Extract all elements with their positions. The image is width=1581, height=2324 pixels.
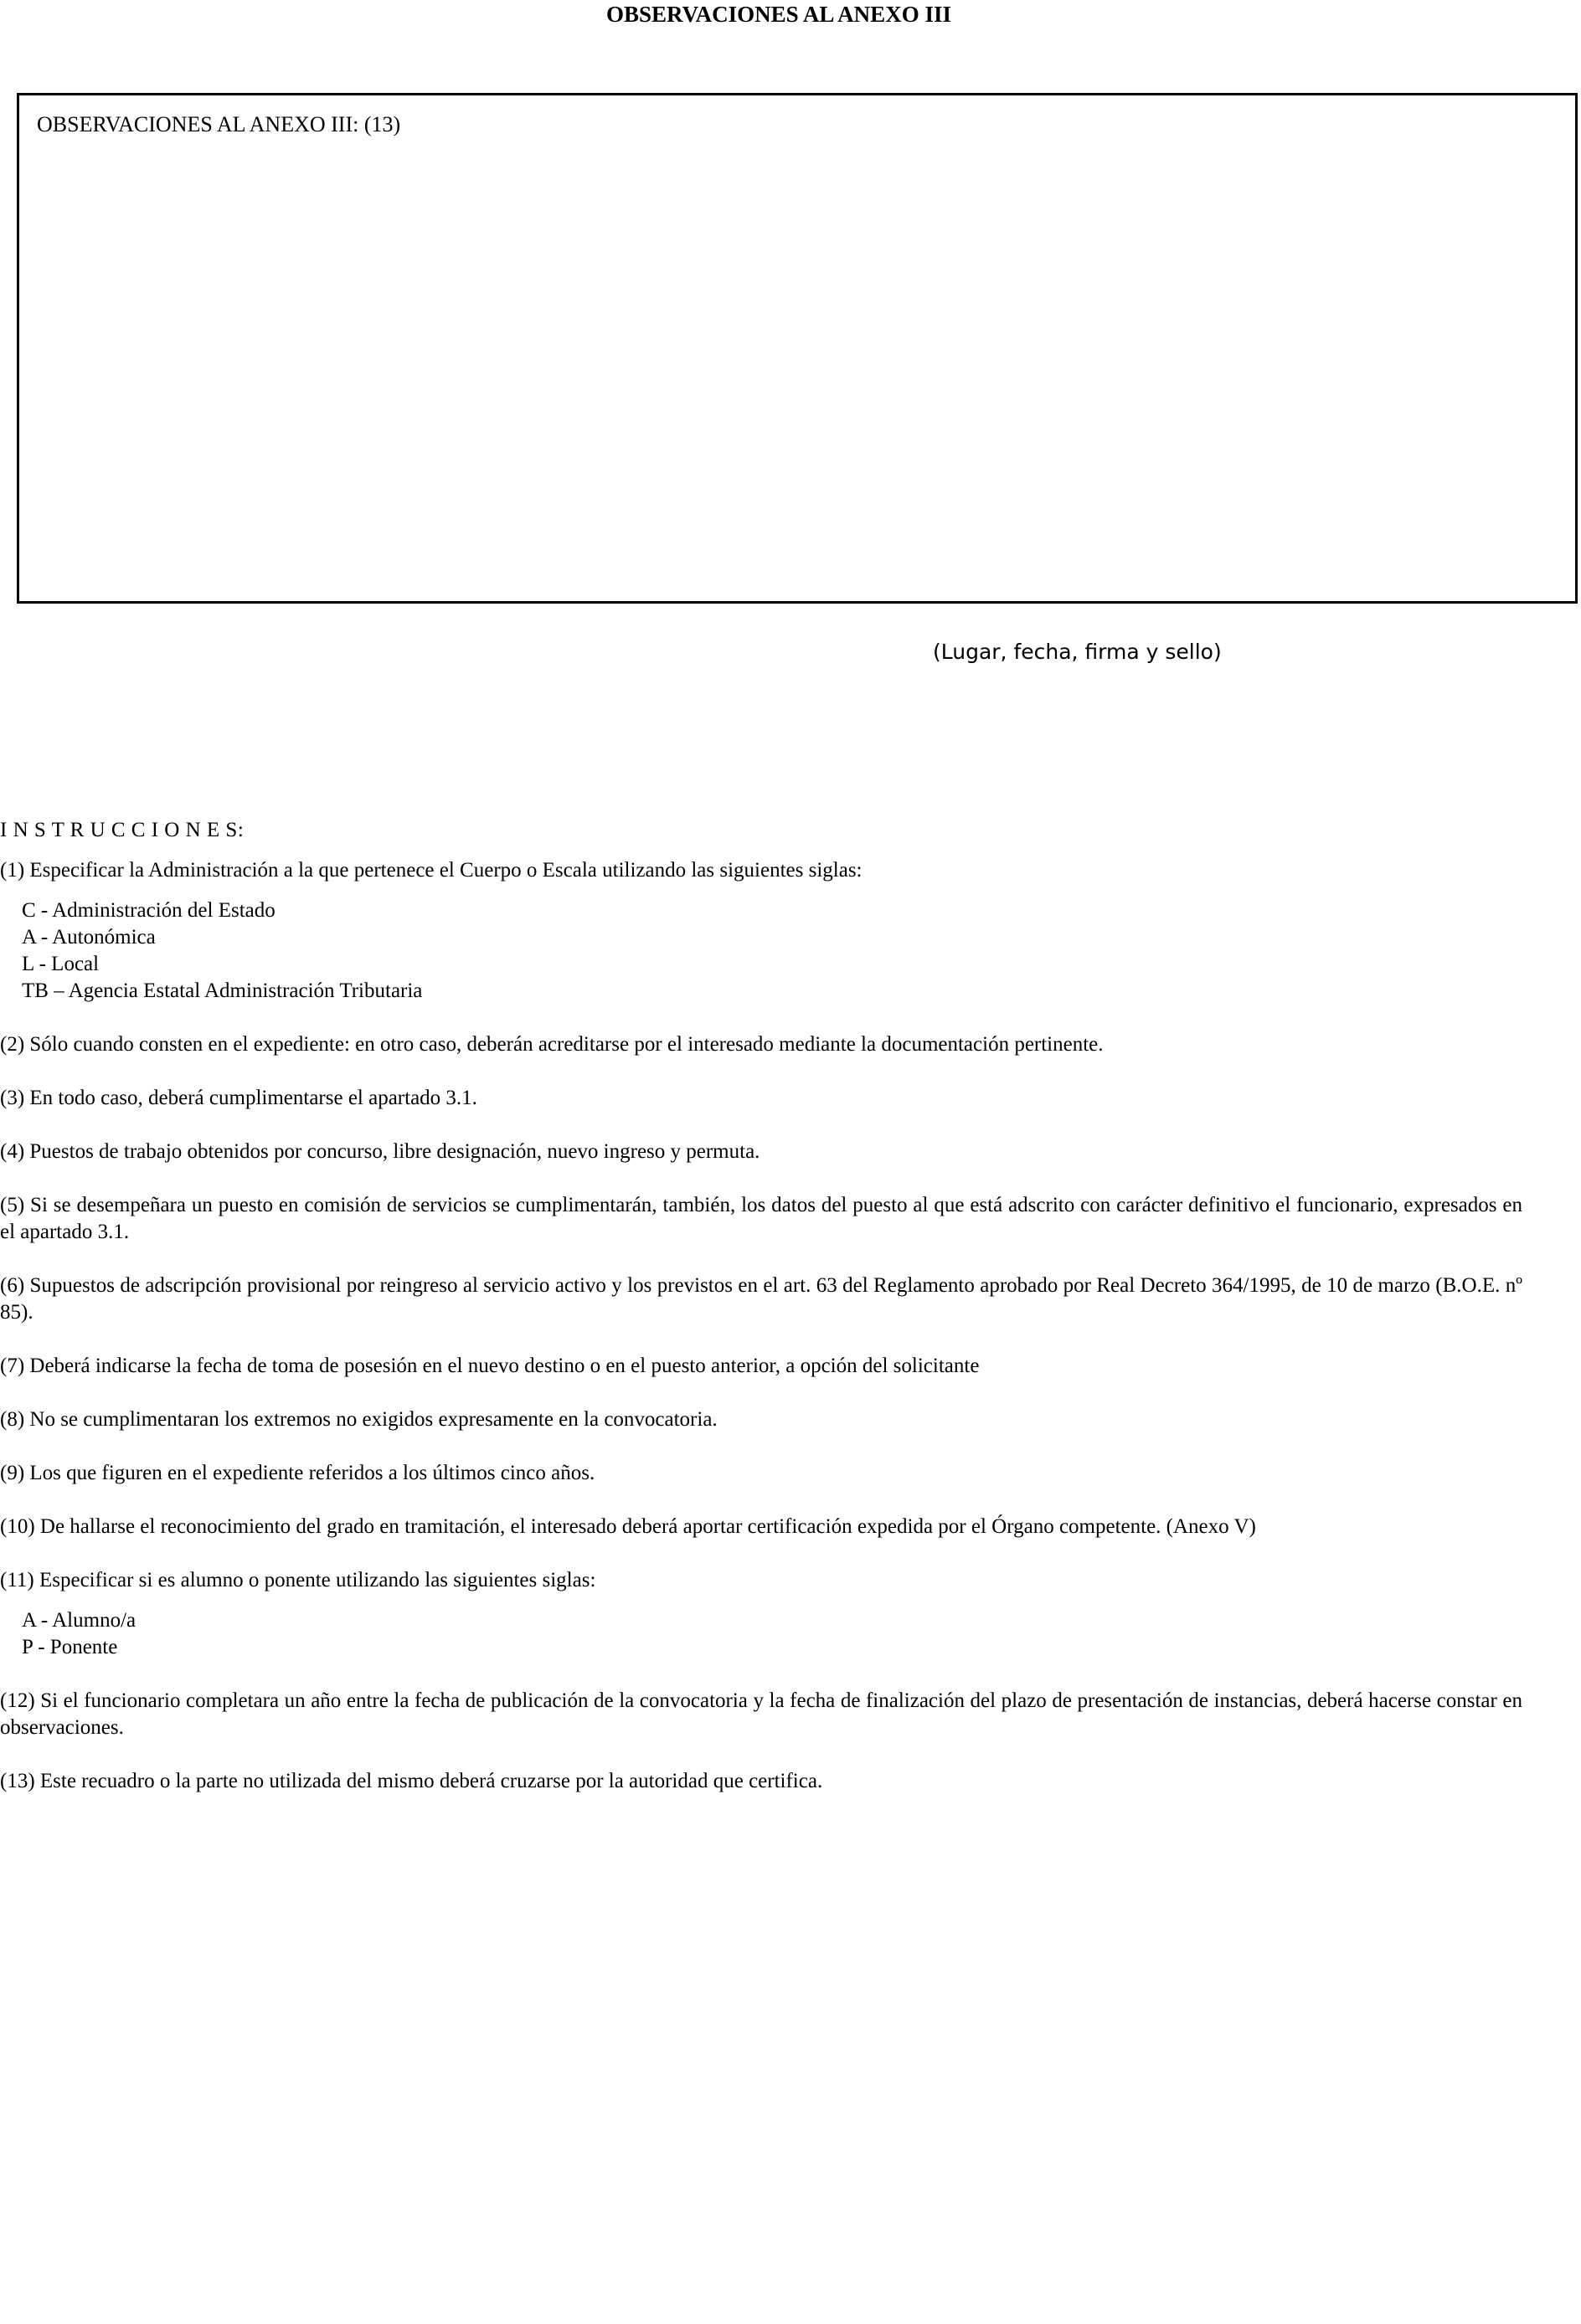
instruction-note-11: (11) Especificar si es alumno o ponente utilizando las siguientes siglas: bbox=[0, 1569, 596, 1591]
sigla-item: P - Ponente bbox=[22, 1636, 118, 1658]
signature-caption: (Lugar, fecha, firma y sello) bbox=[933, 640, 1222, 664]
observations-box[interactable] bbox=[17, 93, 1578, 604]
administration-siglas-list bbox=[22, 897, 1522, 1005]
observations-box-label: OBSERVACIONES AL ANEXO III: (13) bbox=[37, 112, 401, 136]
instruction-note-7: (7) Deberá indicarse la fecha de toma de posesión en el nuevo destino o en el puesto anterior, a opción del solicitante bbox=[0, 1355, 980, 1377]
participation-siglas-list bbox=[22, 1607, 1522, 1661]
instruction-note-4: (4) Puestos de trabajo obtenidos por concurso, libre designación, nuevo ingreso y permuta. bbox=[0, 1140, 760, 1163]
instruction-note-2: (2) Sólo cuando consten en el expediente: en otro caso, deberán acreditarse por el interesado mediante la documentación pertinente. bbox=[0, 1033, 1104, 1056]
instruction-note-5: (5) Si se desempeñara un puesto en comisión de servicios se cumplimentarán, también, los datos del puesto al que está adscrito con carácter definitivo el funcionario, expresados en el apartado 3.1. bbox=[0, 1194, 1522, 1243]
sigla-item: A - Autonómica bbox=[22, 926, 156, 949]
instruction-note-8: (8) No se cumplimentaran los extremos no exigidos expresamente en la convocatoria. bbox=[0, 1408, 718, 1431]
instruction-note-6: (6) Supuestos de adscripción provisional por reingreso al servicio activo y los previstos en el art. 63 del Reglamento aprobado por Real Decreto 364/1995, de 10 de marzo (B.O.E. nº 85). bbox=[0, 1274, 1522, 1324]
sigla-item: L - Local bbox=[22, 953, 100, 975]
instructions-heading: I N S T R U C C I O N E S: bbox=[0, 819, 245, 841]
instruction-note-1: (1) Especificar la Administración a la que pertenece el Cuerpo o Escala utilizando las siguientes siglas: bbox=[0, 859, 863, 882]
instructions-section bbox=[0, 817, 1522, 1822]
instruction-note-12: (12) Si el funcionario completara un año entre la fecha de publicación de la convocatoria y la fecha de finalización del plazo de presentación de instancias, deberá hacerse constar en observaciones. bbox=[0, 1689, 1522, 1739]
sigla-item: C - Administración del Estado bbox=[22, 899, 276, 922]
instruction-note-13: (13) Este recuadro o la parte no utilizada del mismo deberá cruzarse por la autoridad que certifica. bbox=[0, 1770, 823, 1792]
instruction-note-10: (10) De hallarse el reconocimiento del grado en tramitación, el interesado deberá aportar certificación expedida por el Órgano competente. (Anexo V) bbox=[0, 1515, 1256, 1538]
instruction-note-3: (3) En todo caso, deberá cumplimentarse el apartado 3.1. bbox=[0, 1087, 477, 1109]
instruction-note-9: (9) Los que figuren en el expediente referidos a los últimos cinco años. bbox=[0, 1462, 595, 1484]
sigla-item: TB – Agencia Estatal Administración Tributaria bbox=[22, 979, 423, 1002]
page-title: OBSERVACIONES AL ANEXO III bbox=[606, 2, 951, 27]
sigla-item: A - Alumno/a bbox=[22, 1609, 136, 1632]
